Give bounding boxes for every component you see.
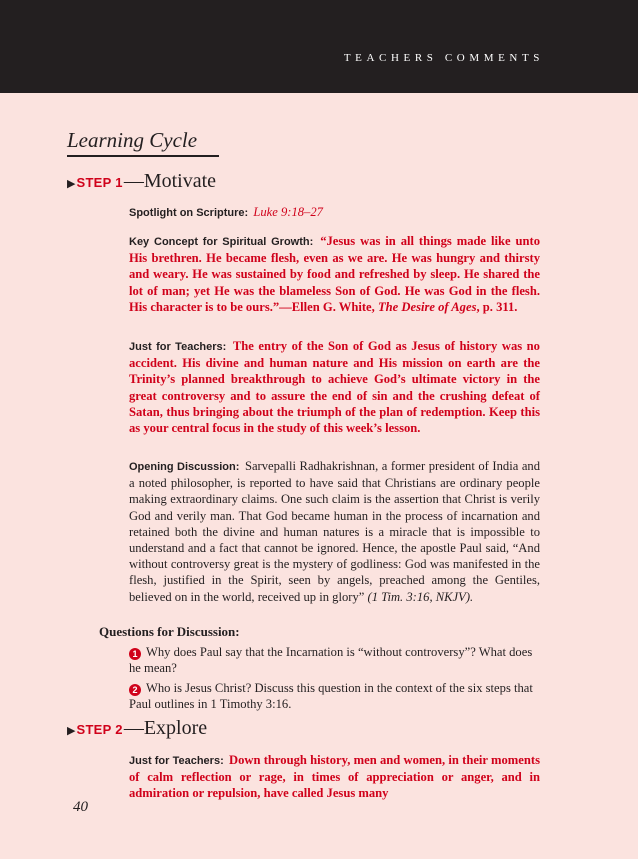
number-2-icon: 2 [129, 684, 141, 696]
step-1-label: STEP 1 [76, 175, 123, 190]
questions-heading: Questions for Discussion: [99, 624, 240, 639]
just-for-teachers-1-text: The entry of the Son of God as Jesus of history was no accident. His divine and human nature and His mission on earth are the Trinity’s planned breakthrough to achieve God’s ultimate victory in the great controversy and to assure the end of sin and the crushing defeat of Satan, thus bringing about the triumph of the plan of redemption. Keep this as your central focus in the study of this week’s lesson. [129, 339, 540, 436]
opening-discussion-label: Opening Discussion: [129, 461, 240, 473]
triangle-bullet-icon: ▶ [67, 177, 76, 190]
number-1-icon: 1 [129, 648, 141, 660]
just-for-teachers-2 [129, 752, 540, 802]
key-concept-quote: “Jesus was in all things made like unto His brethren. He became flesh, even as we are. He was hungry and thirsty and weary. He was sustained by food and refreshed by sleep. He shared the lot of man; yet He was the blameless Son of God. He was God in the flesh. His character is to be ours.”—Ellen G. White, [129, 234, 541, 314]
question-1 [129, 644, 540, 676]
spotlight-label: Spotlight on Scripture: [129, 207, 249, 219]
header-band [0, 0, 638, 93]
step-2-label: STEP 2 [76, 722, 123, 737]
step-1-heading [67, 170, 216, 193]
header-title: TEACHERS COMMENTS [343, 52, 544, 64]
spotlight-reference: Luke 9:18–27 [253, 205, 323, 219]
section-title-underline [67, 155, 219, 157]
just-for-teachers-2-text: Down through history, men and women, in their moments of calm reflection or rage, in times of appreciation or anger, and in admiration or repulsion, have called Jesus many [129, 753, 540, 801]
question-1-text: Why does Paul say that the Incarnation is “without controversy”? What does he mean? [129, 645, 533, 676]
just-for-teachers-2-label: Just for Teachers: [129, 755, 224, 767]
question-2-text: Who is Jesus Christ? Discuss this question in the context of the six steps that Paul outlines in 1 Timothy 3:16. [129, 681, 533, 712]
key-concept-book: The Desire of Ages [377, 299, 477, 314]
opening-discussion-text: Sarvepalli Radhakrishnan, a former president of India and a noted philosopher, is reported to have said that Christians are ordinary people making extraordinary claims. One such claim is the assertion that Christ is verily God and verily man. That God became human in the process of incarnation and retained both the divine and human natures is a miracle that is impossible to understand and a fact that cannot be ignored. Hence, the apostle Paul said, “And without controversy great is the mystery of godliness: God was manifested in the flesh, justified in the Spirit, seen by angels, preached among the Gentiles, believed on in the world, received up in glory” [129, 459, 541, 604]
section-title: Learning Cycle [67, 128, 198, 152]
triangle-bullet-icon: ▶ [67, 724, 76, 737]
step-2-heading [67, 717, 207, 740]
just-for-teachers-1 [129, 338, 540, 436]
page-number: 40 [73, 799, 88, 815]
opening-discussion [129, 458, 540, 605]
key-concept [129, 233, 540, 315]
key-concept-page: , p. 311. [476, 299, 518, 314]
just-for-teachers-1-label: Just for Teachers: [129, 341, 227, 353]
step-1-name: —Motivate [123, 170, 217, 192]
question-2 [129, 680, 540, 712]
opening-discussion-reference: (1 Tim. 3:16, NKJV). [367, 589, 474, 604]
key-concept-label: Key Concept for Spiritual Growth: [129, 236, 314, 248]
step-2-name: —Explore [123, 717, 208, 739]
spotlight-on-scripture [129, 204, 540, 221]
